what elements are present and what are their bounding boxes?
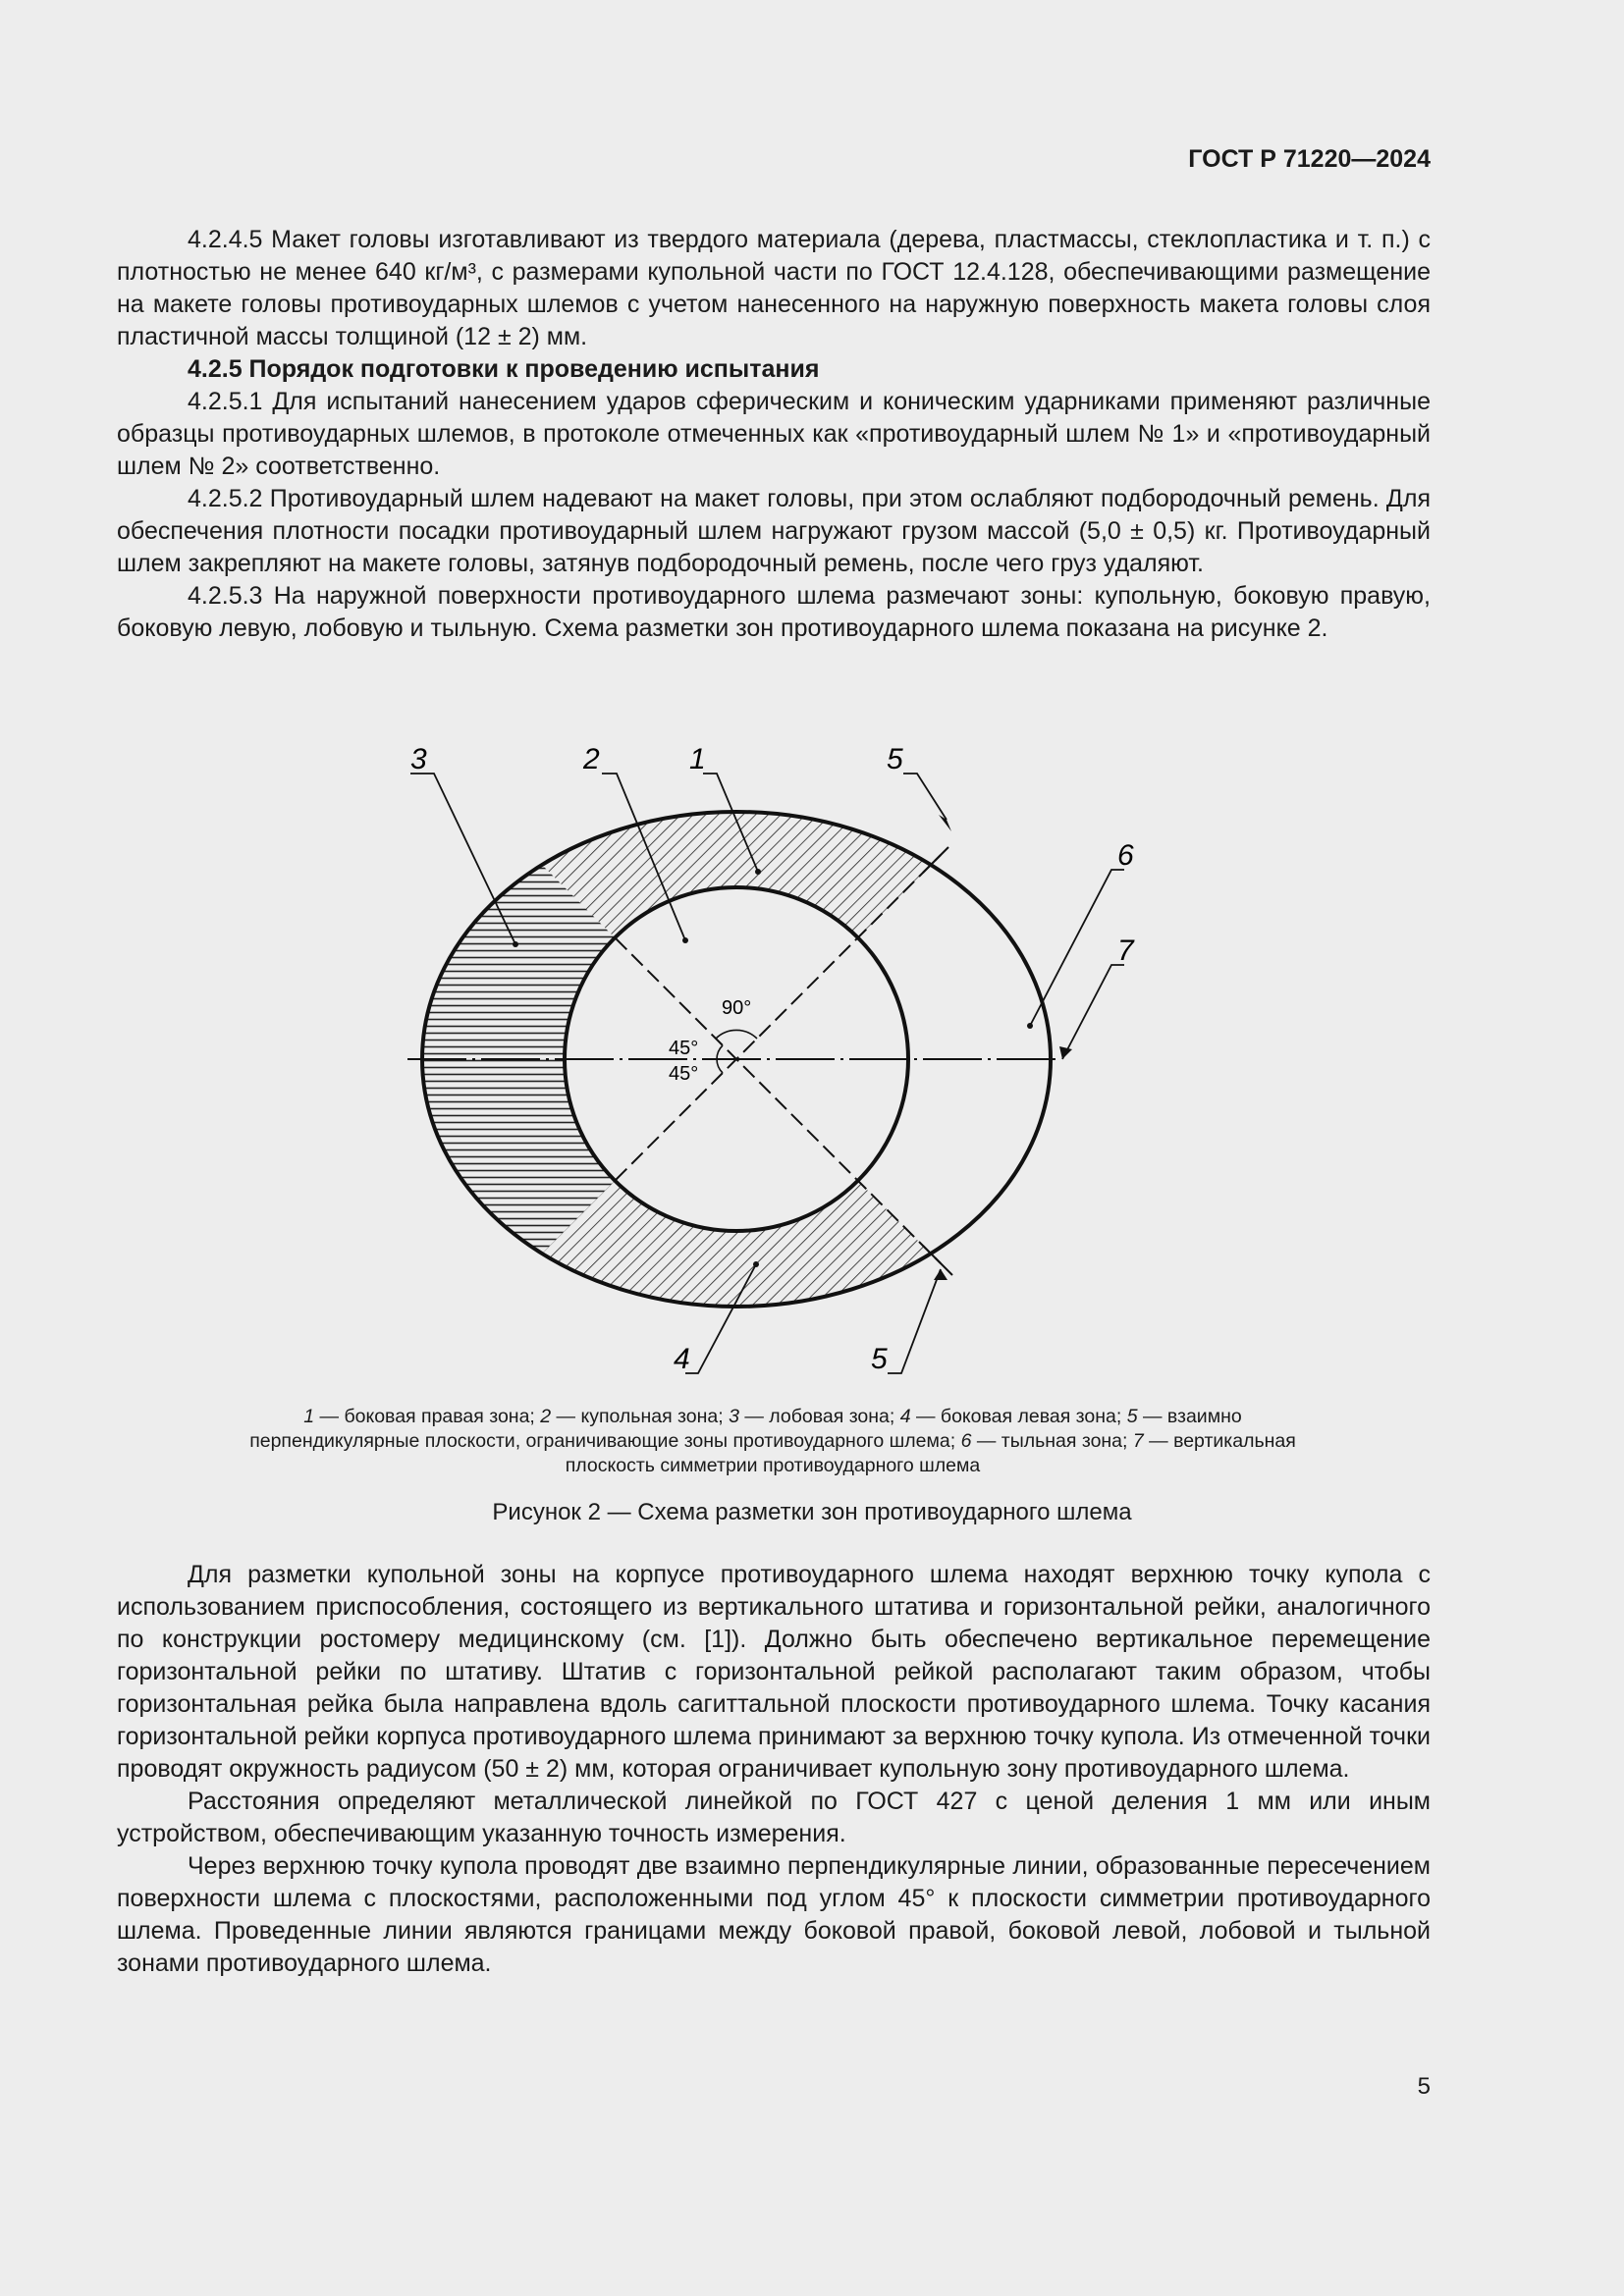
document-header: ГОСТ Р 71220—2024	[1188, 145, 1431, 173]
legend-number: 6	[960, 1430, 972, 1452]
callout-2: 2	[583, 743, 600, 775]
angle-90-label: 90°	[722, 997, 752, 1019]
legend-number: 4	[899, 1406, 911, 1427]
legend-text: — взаимно	[1137, 1406, 1242, 1427]
paragraph: Для разметки купольной зоны на корпусе противоударного шлема находят верхнюю точку купола с использованием приспособления, состоящего из вертикального штатива и горизонтальной рейки, аналогичного по конструкции ростомеру медицинскому (см. [1]). Должно быть обеспечено вертикальное перемещение горизонтальной рейки по штативу. Штатив с горизонтальной рейкой располагают таким образом, чтобы горизонтальная рейка была направлена вдоль сагиттальной плоскости противоударного шлема. Точку касания горизонтальной рейки корпуса противоударного шлема принимают за верхнюю точку купола. Из отмеченной точки проводят окружность радиусом (50 ± 2) мм, которая ограничивает купольную зону противоударного шлема.	[117, 1561, 1431, 1783]
legend-text: плоскость симметрии противоударного шлема	[565, 1455, 981, 1476]
legend-number: 2	[540, 1406, 552, 1427]
legend-text: — боковая левая зона;	[910, 1406, 1127, 1427]
paragraph: 4.2.5.2 Противоударный шлем надевают на макет головы, при этом ослабляют подбородочный ремень. Для обеспечения плотности посадки противоударный шлем нагружают грузом массой (5,0 ± 0,5) кг. Противоударный шлем закрепляют на макете головы, затянув подбородочный ремень, после чего груз удаляют.	[117, 485, 1431, 577]
callout-3: 3	[410, 743, 427, 775]
callout-7: 7	[1117, 934, 1134, 967]
callout-5-bottom: 5	[871, 1343, 888, 1375]
legend-text: — лобовая зона;	[738, 1406, 900, 1427]
figure-title: Рисунок 2 — Схема разметки зон противоударного шлема	[492, 1499, 1132, 1525]
legend-text: — тыльная зона;	[971, 1430, 1133, 1452]
legend-text: — вертикальная	[1143, 1430, 1296, 1452]
callout-1: 1	[689, 743, 706, 775]
page-number: 5	[1417, 2073, 1431, 2100]
legend-number: 5	[1126, 1406, 1138, 1427]
legend-number: 3	[729, 1406, 739, 1427]
paragraph: Расстояния определяют металлической линейкой по ГОСТ 427 с ценой деления 1 мм или иным устройством, обеспечивающим указанную точность измерения.	[117, 1788, 1431, 1847]
legend-text: — боковая правая зона;	[314, 1406, 541, 1427]
callout-5-top: 5	[887, 743, 903, 775]
section-heading: 4.2.5 Порядок подготовки к проведению испытания	[188, 355, 820, 383]
text-block-bottom	[117, 1559, 1431, 1980]
paragraph: 4.2.4.5 Макет головы изготавливают из твердого материала (дерева, пластмассы, стеклопластика и т. п.) с плотностью не менее 640 кг/м³, с размерами купольной части по ГОСТ 12.4.128, обеспечивающими размещение на макете головы противоударных шлемов с учетом нанесенного на наружную поверхность макета головы слоя пластичной массы толщиной (12 ± 2) мм.	[117, 226, 1431, 350]
callout-4: 4	[674, 1343, 690, 1375]
text-block-top	[117, 224, 1431, 645]
callout-6: 6	[1117, 839, 1134, 872]
legend-number: 1	[303, 1406, 315, 1427]
legend-text: перпендикулярные плоскости, ограничивающие зоны противоударного шлема;	[249, 1430, 961, 1452]
paragraph: Через верхнюю точку купола проводят две взаимно перпендикулярные линии, образованные пересечением поверхности шлема с плоскостями, расположенными под углом 45° к плоскости симметрии противоударного шлема. Проведенные линии являются границами между боковой правой, боковой левой, лобовой и тыльной зонами противоударного шлема.	[117, 1852, 1431, 1977]
legend-number: 7	[1132, 1430, 1144, 1452]
helmet-zones-figure	[373, 734, 1159, 1387]
angle-45-label-lower: 45°	[669, 1063, 699, 1085]
paragraph: 4.2.5.3 На наружной поверхности противоударного шлема размечают зоны: купольную, боковую правую, боковую левую, лобовую и тыльную. Схема разметки зон противоударного шлема показана на рисунке 2.	[117, 582, 1431, 642]
legend-text: — купольная зона;	[551, 1406, 730, 1427]
paragraph: 4.2.5.1 Для испытаний нанесением ударов сферическим и коническим ударниками применяют различные образцы противоударных шлемов, в протоколе отмеченных как «противоударный шлем № 1» и «противоударный шлем № 2» соответственно.	[117, 388, 1431, 480]
angle-45-label-upper: 45°	[669, 1038, 699, 1059]
figure-legend	[192, 1405, 1353, 1478]
